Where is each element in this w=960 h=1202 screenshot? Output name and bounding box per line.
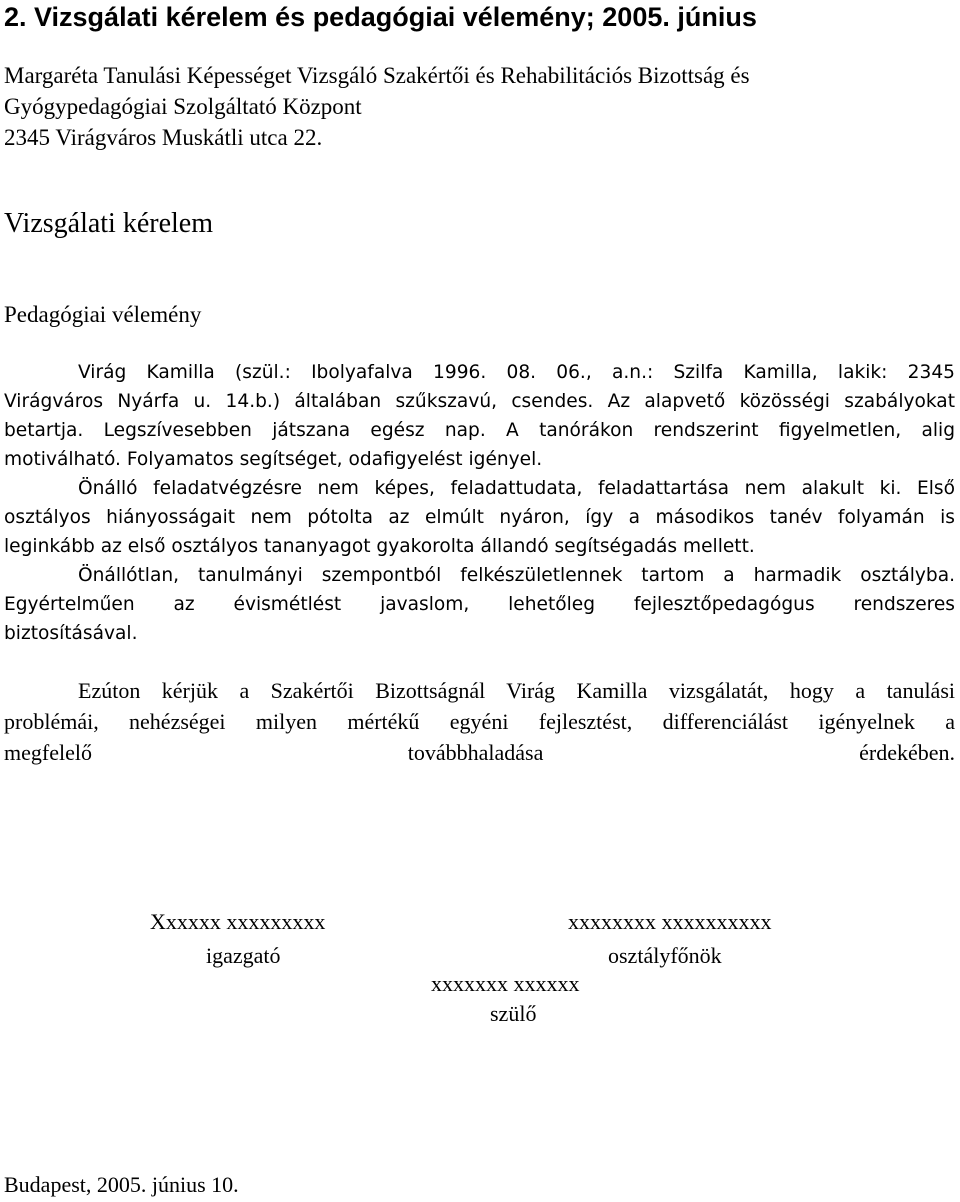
- principal-role: igazgató: [206, 943, 281, 968]
- assessment-line: Egyértelműen az évismétlést javaslom, lehetőleg fejlesztőpedagógus rendszeres: [4, 594, 955, 615]
- recipient-address-line-2: Gyógypedagógiai Szolgáltató Központ: [4, 94, 362, 119]
- opinion-title: Pedagógiai vélemény: [4, 302, 202, 327]
- opinion-line: Virágváros Nyárfa u. 14.b.) általában szűkszavú, csendes. Az alapvető közösségi szabályokat: [4, 391, 955, 412]
- section-heading: 2. Vizsgálati kérelem és pedagógiai vélemény; 2005. június: [4, 2, 757, 32]
- assessment-line: Önállótlan, tanulmányi szempontból felkészületlennek tartom a harmadik osztályba.: [78, 565, 955, 586]
- request-line: problémái, nehézségei milyen mértékű egyéni fejlesztést, differenciálást igényelnek a: [4, 709, 955, 734]
- teacher-name: xxxxxxxx xxxxxxxxxx: [568, 909, 772, 934]
- date-line: Budapest, 2005. június 10.: [4, 1172, 239, 1197]
- parent-role: szülő: [490, 1001, 537, 1026]
- opinion-line: betartja. Legszívesebben játszana egész nap. A tanórákon rendszerint figyelmetlen, alig: [4, 420, 955, 441]
- assessment-line: osztályos hiányosságait nem pótolta az elmúlt nyáron, így a másodikos tanév folyamán is: [4, 507, 955, 528]
- assessment-line: Önálló feladatvégzésre nem képes, feladattudata, feladattartása nem alakult ki. Első: [78, 478, 955, 499]
- parent-name: xxxxxxx xxxxxx: [431, 971, 580, 996]
- request-title: Vizsgálati kérelem: [4, 208, 214, 239]
- teacher-role: osztályfőnök: [608, 943, 722, 968]
- opinion-line: motiválható. Folyamatos segítséget, odafigyelést igényel.: [4, 449, 543, 470]
- assessment-line: biztosításával.: [4, 623, 138, 644]
- assessment-line: leginkább az első osztályos tananyagot gyakorolta állandó segítségadás mellett.: [4, 536, 755, 557]
- request-line: megfelelő továbbhaladása érdekében.: [4, 740, 955, 765]
- opinion-line: Virág Kamilla (szül.: Ibolyafalva 1996. 08. 06., a.n.: Szilfa Kamilla, lakik: 2345: [78, 362, 955, 383]
- request-line: Ezúton kérjük a Szakértői Bizottságnál Virág Kamilla vizsgálatát, hogy a tanulási: [78, 678, 955, 703]
- principal-name: Xxxxxx xxxxxxxxx: [150, 909, 326, 934]
- recipient-address-line-3: 2345 Virágváros Muskátli utca 22.: [4, 125, 323, 150]
- recipient-address-line-1: Margaréta Tanulási Képességet Vizsgáló Szakértői és Rehabilitációs Bizottság és: [4, 63, 750, 88]
